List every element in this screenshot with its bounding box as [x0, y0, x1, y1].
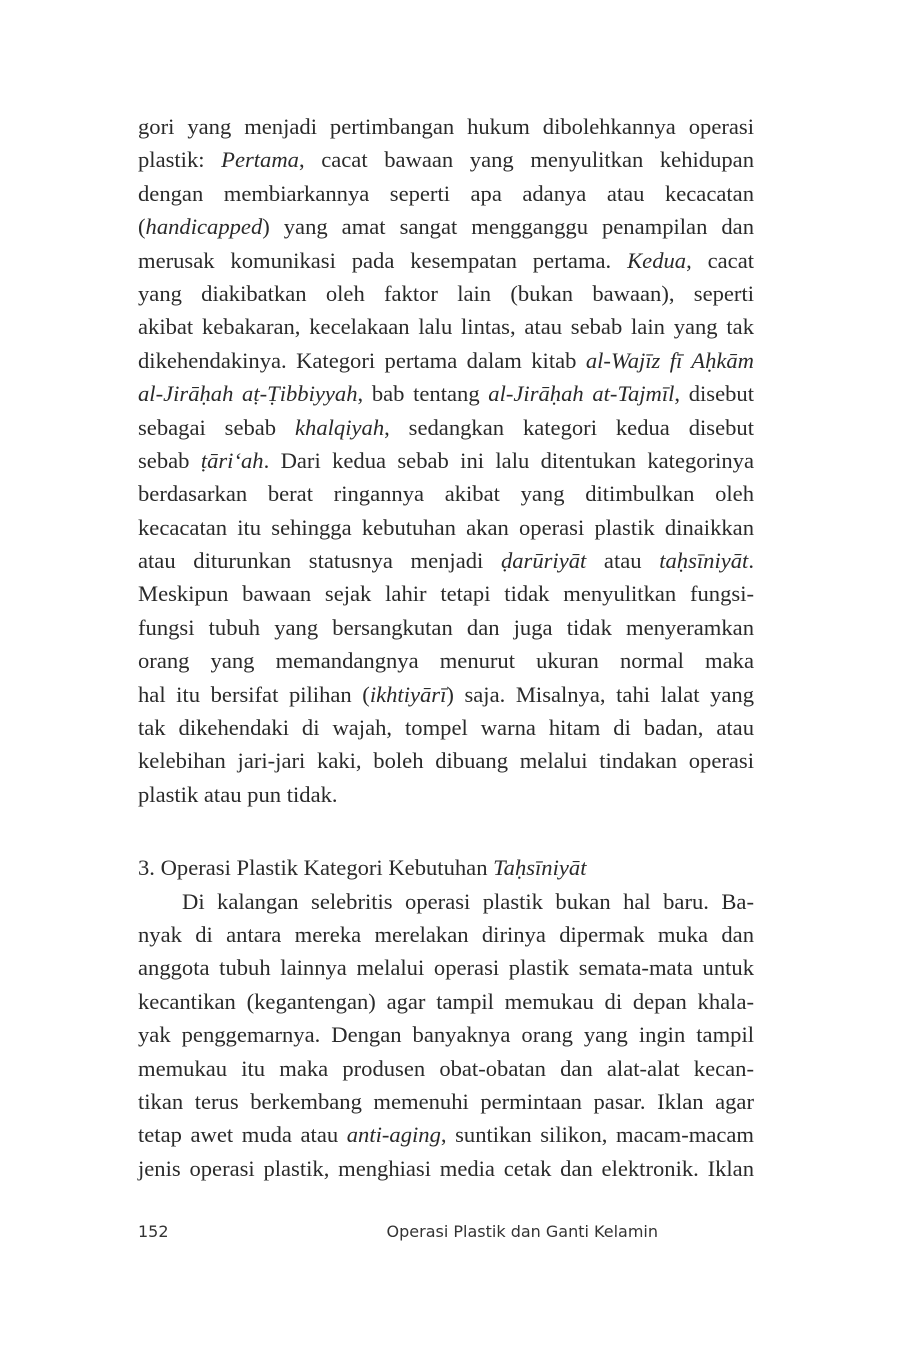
text-run: tetap awet muda atau — [138, 1122, 347, 1148]
text-run: Meskipun bawaan sejak lahir tetapi tidak menyulitkan fungsi- — [138, 581, 754, 607]
italic-term: al-Wajīz fī Aḥkām — [585, 347, 755, 373]
text-line — [138, 951, 754, 984]
text-line — [138, 477, 754, 510]
italic-term: anti-aging — [346, 1122, 441, 1148]
text-line — [138, 244, 754, 277]
text-run: anggota tubuh lainnya melalui operasi plastik semata-mata untuk — [138, 955, 754, 981]
text-run: , bab tentang — [357, 381, 489, 407]
text-run: plastik atau pun tidak. — [138, 781, 338, 807]
text-run: fungsi tubuh yang bersangkutan dan juga tidak menyeramkan — [138, 614, 754, 640]
text-line — [138, 310, 754, 343]
text-line — [138, 1052, 754, 1085]
text-run: yak penggemarnya. Dengan banyaknya orang yang ingin tampil — [138, 1022, 754, 1048]
text-run: , sedangkan kategori kedua disebut — [384, 414, 754, 440]
text-run: , disebut — [674, 381, 754, 407]
text-run: kecacatan itu sehingga kebutuhan akan operasi plastik dinaikkan — [138, 514, 754, 540]
text-run: atau diturunkan statusnya menjadi — [138, 548, 501, 574]
italic-term: taḥsīniyāt — [659, 548, 749, 574]
page-body — [138, 110, 754, 1185]
text-line — [138, 544, 754, 577]
text-run: gori yang menjadi pertimbangan hukum dibolehkannya operasi — [138, 114, 754, 139]
text-line — [138, 177, 754, 210]
text-line — [138, 985, 754, 1018]
text-run: Di kalangan selebritis operasi plastik bukan hal baru. Ba- — [182, 888, 754, 914]
section-heading — [138, 851, 754, 884]
text-line — [138, 644, 754, 677]
text-line — [138, 778, 754, 811]
section-gap — [138, 811, 754, 851]
text-run: hal itu bersifat pilihan ( — [138, 681, 370, 707]
page-number: 152 — [138, 1222, 169, 1241]
text-line — [138, 711, 754, 744]
text-run: , suntikan silikon, macam-macam — [440, 1122, 754, 1148]
text-line — [138, 444, 754, 477]
page-footer — [138, 1222, 658, 1246]
text-run: berdasarkan berat ringannya akibat yang ditimbulkan oleh — [138, 481, 754, 507]
text-run: orang yang memandangnya menurut ukuran normal maka — [138, 648, 754, 674]
text-run: , cacat — [686, 247, 755, 273]
text-run: dengan membiarkannya seperti apa adanya atau kecacatan — [138, 180, 754, 206]
text-run: 3. Operasi Plastik Kategori Kebutuhan — [138, 855, 494, 881]
italic-term: ikhtiyārī — [369, 681, 447, 707]
text-run: sebab — [138, 447, 201, 473]
running-title: Operasi Plastik dan Ganti Kelamin — [386, 1222, 658, 1241]
italic-term: Kedua — [627, 247, 687, 273]
text-line — [138, 277, 754, 310]
text-run: akibat kebakaran, kecelakaan lalu lintas, atau sebab lain yang tak — [138, 314, 754, 340]
italic-term: al-Jirāḥah at-Tajmīl — [488, 381, 675, 407]
text-line — [138, 511, 754, 544]
text-line — [138, 143, 754, 176]
italic-term: khalqiyah — [295, 414, 385, 440]
text-run: dikehendakinya. Kategori pertama dalam kitab — [138, 347, 586, 373]
text-run: memukau itu maka produsen obat-obatan dan alat-alat kecan- — [138, 1055, 754, 1081]
text-run: tikan terus berkembang memenuhi permintaan pasar. Iklan agar — [138, 1088, 754, 1114]
text-run: plastik: — [138, 147, 222, 173]
paragraph-2 — [138, 885, 754, 1186]
text-run: atau — [586, 548, 660, 574]
italic-term: ṭāri‘ah — [200, 447, 264, 473]
text-run: . Dari kedua sebab ini lalu ditentukan kategorinya — [263, 447, 755, 473]
text-run: sebagai sebab — [138, 414, 296, 440]
text-line — [138, 577, 754, 610]
text-run: merusak komunikasi pada kesempatan pertama. — [138, 247, 628, 273]
text-line — [138, 110, 754, 143]
text-line — [138, 744, 754, 777]
text-line — [138, 344, 754, 377]
text-run: . — [748, 548, 754, 574]
text-run: kelebihan jari-jari kaki, boleh dibuang melalui tindakan operasi — [138, 748, 754, 774]
text-line — [138, 678, 754, 711]
text-line — [138, 210, 754, 243]
italic-term: Pertama — [221, 147, 299, 173]
text-line — [138, 1118, 754, 1151]
italic-term: Taḥsīniyāt — [493, 855, 587, 881]
italic-term: al-Jirāḥah aṭ-Ṭibbiyyah — [138, 381, 358, 407]
text-line — [138, 377, 754, 410]
text-line — [138, 918, 754, 951]
text-run: kecantikan (kegantengan) agar tampil memukau di depan khala- — [138, 988, 754, 1014]
text-line — [138, 1018, 754, 1051]
text-line — [138, 411, 754, 444]
italic-term: handicapped — [145, 214, 263, 240]
italic-term: ḍarūriyāt — [500, 548, 587, 574]
text-run: ) saja. Misalnya, tahi lalat yang — [446, 681, 754, 707]
text-run: ( — [138, 214, 146, 240]
text-run: jenis operasi plastik, menghiasi media cetak dan elektronik. Iklan — [138, 1155, 754, 1181]
text-line — [138, 1085, 754, 1118]
text-run: yang diakibatkan oleh faktor lain (bukan bawaan), seperti — [138, 280, 754, 306]
text-line — [138, 1152, 754, 1185]
text-run: nyak di antara mereka merelakan dirinya dipermak muka dan — [138, 921, 754, 947]
text-run: tak dikehendaki di wajah, tompel warna hitam di badan, atau — [138, 715, 754, 741]
text-run: , cacat bawaan yang menyulitkan kehidupan — [298, 147, 754, 173]
text-line — [138, 885, 754, 918]
text-line — [138, 611, 754, 644]
paragraph-1 — [138, 110, 754, 811]
text-run: ) yang amat sangat mengganggu penampilan dan — [262, 214, 754, 240]
